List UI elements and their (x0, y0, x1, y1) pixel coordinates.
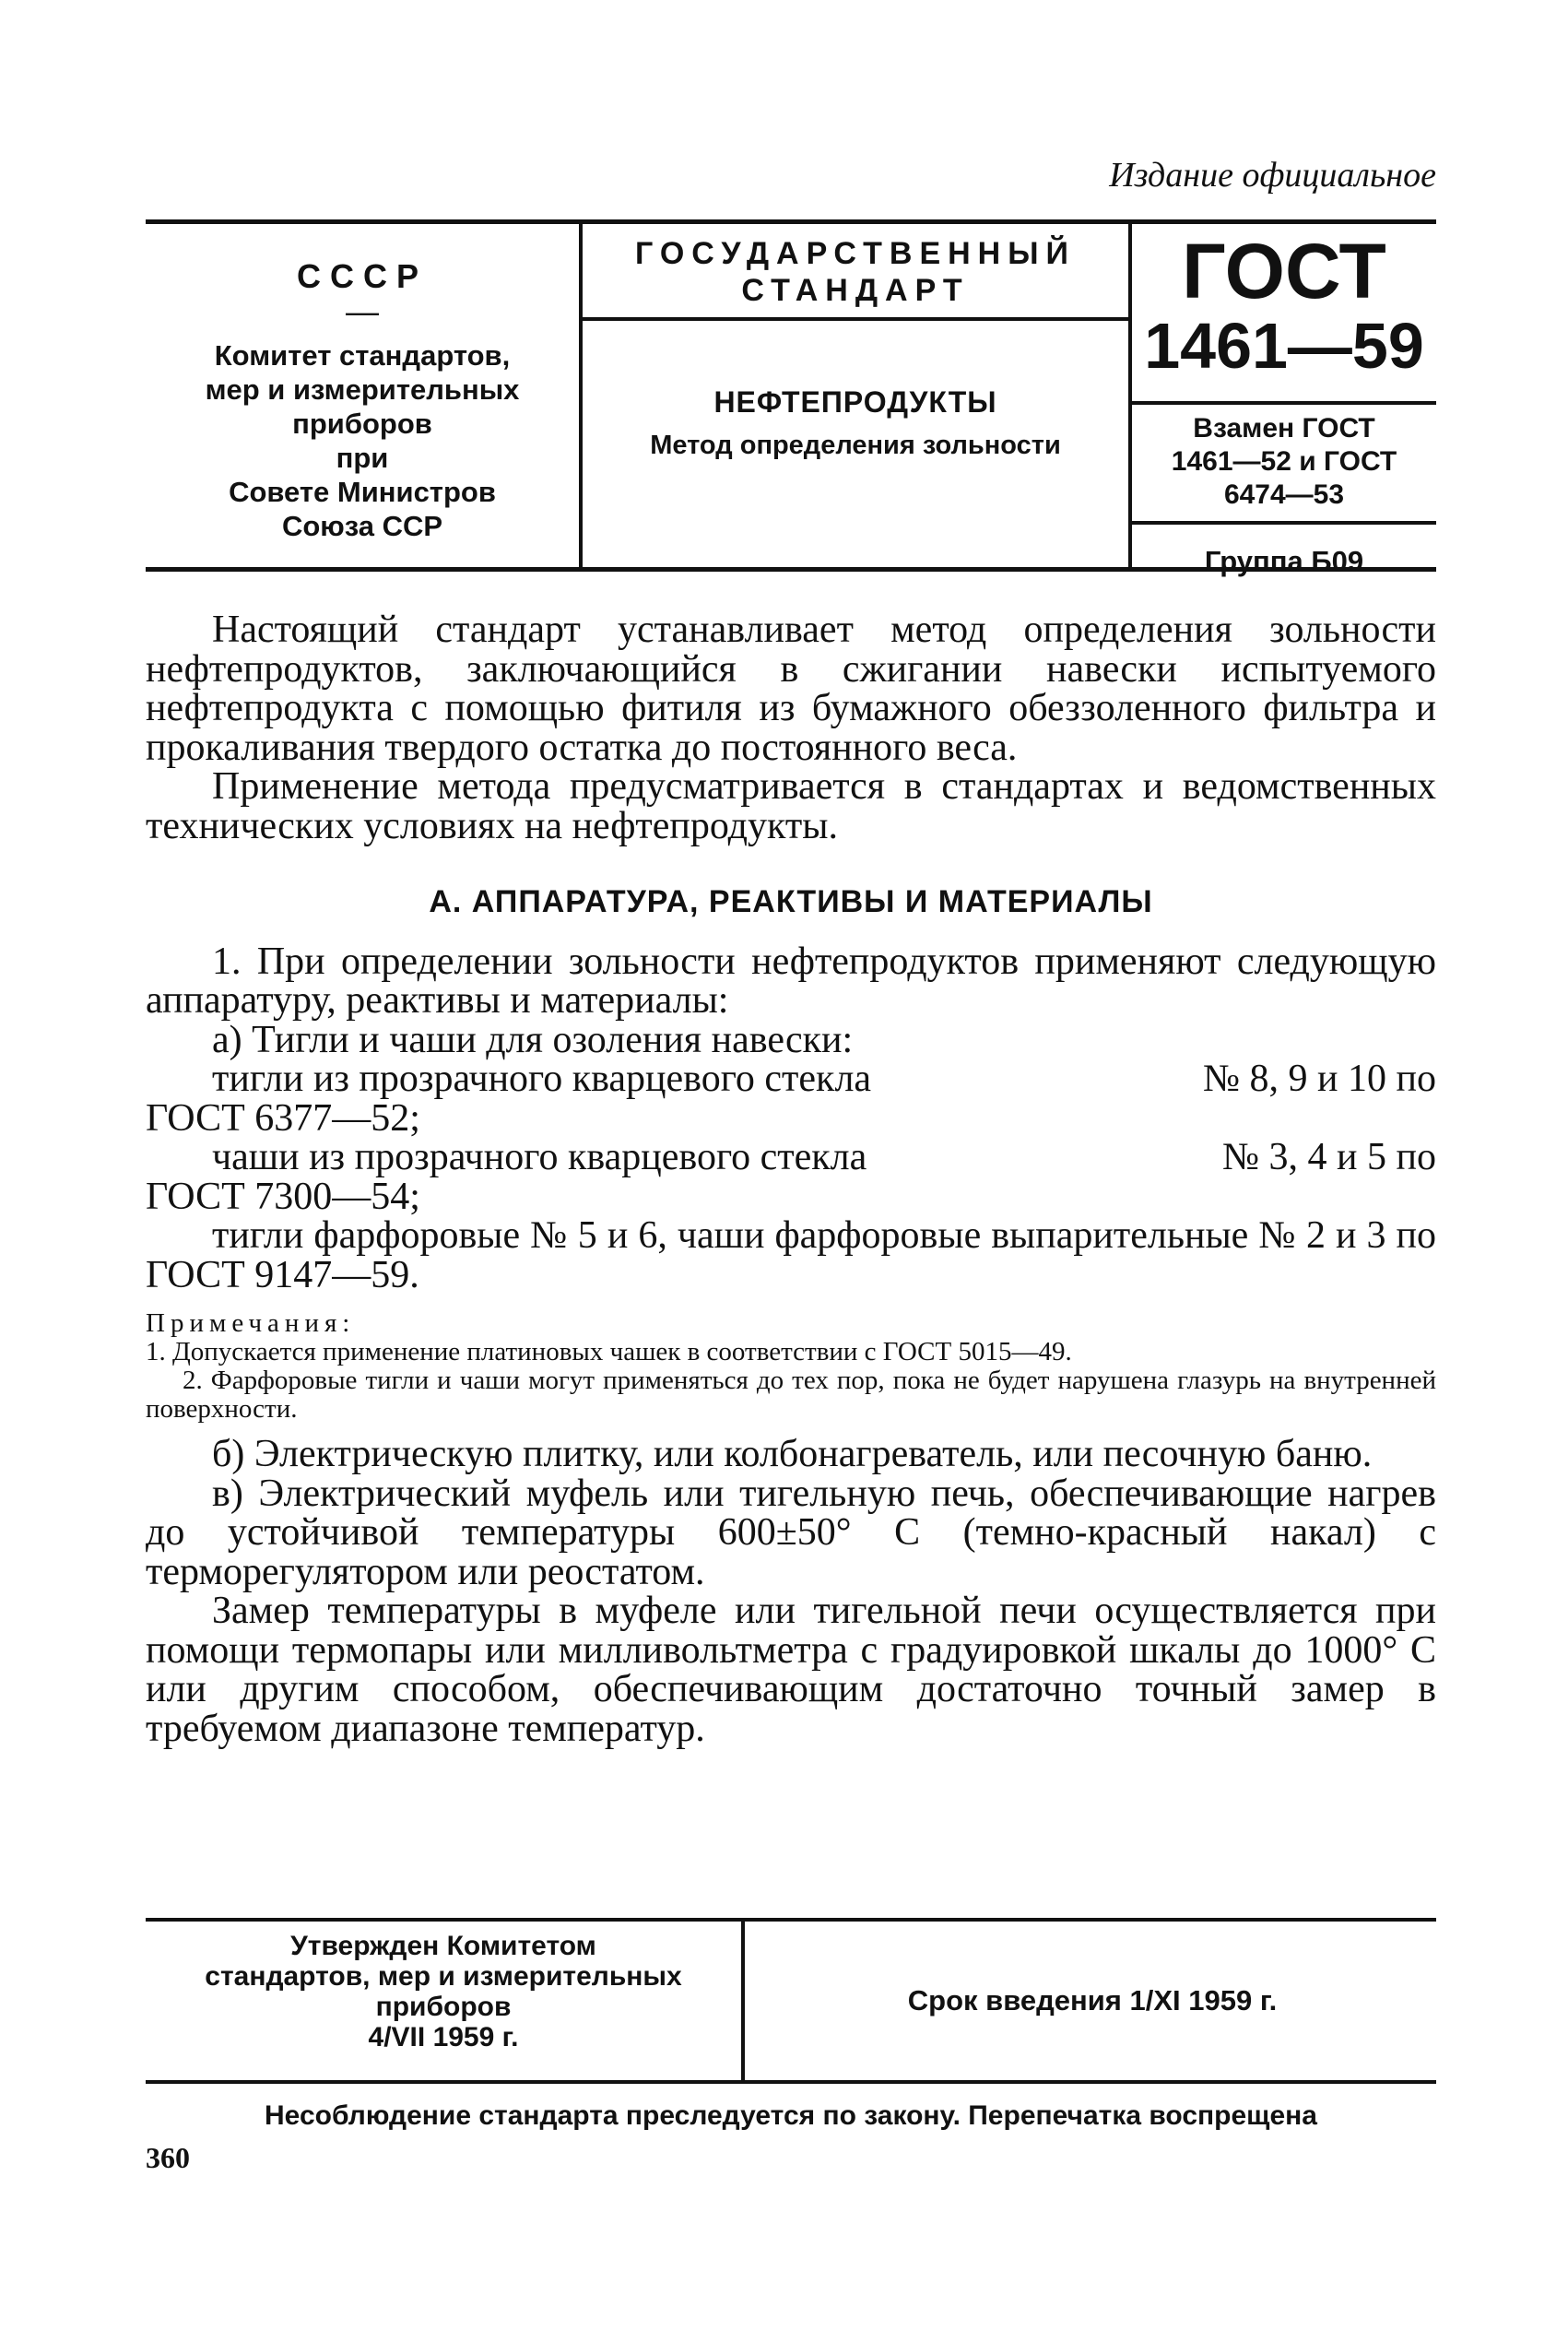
text-line: ГОСТ 6377—52; (146, 1096, 420, 1140)
title-line: ГОСУДАРСТВЕННЫЙ (635, 236, 1076, 271)
intro-paragraph: Настоящий стандарт устанавливает метод определения зольности нефтепродуктов, заключающийся в сжигании навески испытуемого нефтепродукта с помощью фитиля из бумажного обеззоленного фильтра и прокаливания твердого остатка до постоянного веса. (146, 609, 1436, 769)
committee-line: Совете Министров (229, 476, 496, 508)
committee-line: мер и измерительных (205, 373, 520, 406)
copyright-warning: Несоблюдение стандарта преследуется по закону. Перепечатка воспрещена (265, 2100, 1317, 2131)
document-body (146, 610, 1436, 1748)
list-item: а) Тигли и чаши для озоления навески: (212, 1018, 854, 1061)
text-span: тигли из прозрачного кварцевого стекла (212, 1058, 872, 1100)
header-left-cell (146, 224, 579, 567)
note-item: 2. Фарфоровые тигли и чаши могут применяться до тех пор, пока не будет нарушена глазурь на внутренней поверхности. (146, 1366, 1436, 1424)
note-item: 1. Допускается применение платиновых чашек в соответствии с ГОСТ 5015—49. (146, 1337, 1072, 1366)
header-right-cell (1132, 224, 1436, 577)
text-line: ГОСТ 7300—54; (146, 1175, 420, 1218)
approval-line: стандартов, мер и измерительных (205, 1961, 682, 1992)
list-item: тигли фарфоровые № 5 и 6, чаши фарфоровые выпарительные № 2 и 3 по ГОСТ 9147—59. (146, 1214, 1436, 1296)
effective-date: Срок введения 1/XI 1959 г. (907, 1984, 1278, 2017)
intro-paragraph: Применение метода предусматривается в стандартах и ведомственных технических условиях на нефтепродукты. (146, 765, 1436, 847)
approval-line: Утвержден Комитетом (290, 1931, 596, 1961)
notes-block (146, 1309, 1436, 1424)
page-number: 360 (146, 2141, 190, 2174)
notes-heading: Примечания: (146, 1308, 356, 1338)
committee-line: Союза ССР (281, 510, 443, 542)
committee-line: приборов (292, 408, 432, 440)
standard-type-title (583, 224, 1128, 321)
text-span: чаши из прозрачного кварцевого стекла (212, 1136, 867, 1178)
committee-line: Комитет стандартов, (214, 339, 511, 372)
header-center-cell (579, 224, 1132, 567)
list-item: 1. При определении зольности нефтепродуктов применяют следующую аппаратуру, реактивы и материалы: (146, 940, 1436, 1022)
subject-title: НЕФТЕПРОДУКТЫ (713, 385, 997, 419)
approval-line: 4/VII 1959 г. (368, 2022, 519, 2052)
dash: — (346, 292, 379, 330)
method-title: Метод определения зольности (650, 431, 1061, 460)
body-paragraph: Замер температуры в муфеле или тигельной печи осуществляется при помощи термопары или милливольтметра с градуировкой шкалы до 1000° С или другим способом, обеспечивающим достаточно точный замер в требуемом диапазоне температур. (146, 1590, 1436, 1750)
approval-line: приборов (375, 1992, 512, 2022)
committee-line: при (336, 442, 389, 474)
country-label: СССР (296, 257, 428, 295)
header-table (146, 219, 1436, 577)
replaces-info (1132, 401, 1436, 525)
replace-line: Взамен ГОСТ (1193, 413, 1375, 444)
list-item: в) Электрический муфель или тигельную печь, обеспечивающие нагрев до устойчивой температуры 600±50° С (темно-красный накал) с терморегулятором или реостатом. (146, 1472, 1436, 1593)
effective-date-cell (749, 1922, 1436, 2080)
text-span: № 8, 9 и 10 по (1202, 1058, 1436, 1100)
title-line: СТАНДАРТ (741, 273, 970, 308)
gost-label: ГОСТ (1182, 228, 1386, 314)
edition-label: Издание официальное (1109, 156, 1436, 195)
footer-table (146, 1918, 1436, 2084)
gost-number: 1461—59 (1144, 310, 1424, 382)
text-line (146, 1138, 1436, 1177)
committee-name (146, 338, 579, 543)
section-heading: А. АППАРАТУРА, РЕАКТИВЫ И МАТЕРИАЛЫ (429, 884, 1153, 919)
text-line (146, 1059, 1436, 1099)
text-span: № 3, 4 и 5 по (1221, 1136, 1436, 1178)
group-code: Группа Б09 (1204, 545, 1364, 577)
list-item: б) Электрическую плитку, или колбонагреватель, или песочную баню. (212, 1433, 1373, 1475)
replace-line: 1461—52 и ГОСТ (1171, 446, 1397, 477)
replace-line: 6474—53 (1223, 479, 1345, 510)
approval-cell (146, 1922, 745, 2080)
